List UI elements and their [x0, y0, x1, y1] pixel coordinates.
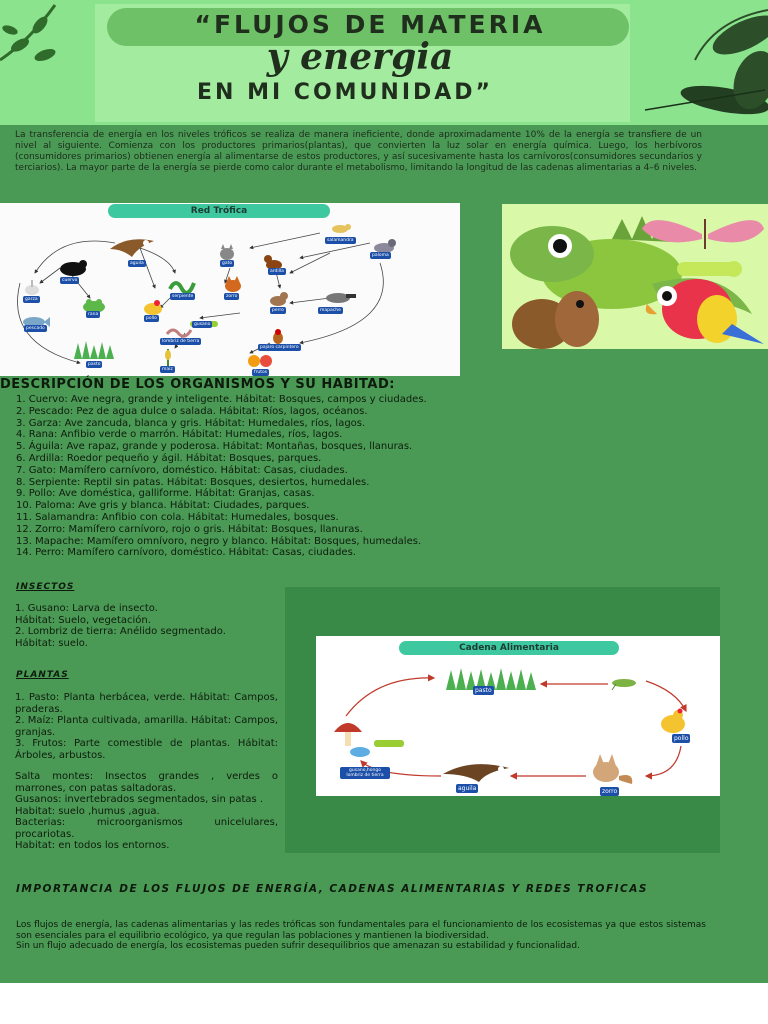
- node-label-pajaro-carpintero: pajaro carpintero: [260, 345, 299, 350]
- cadena-label-pasto: pasto: [475, 687, 492, 694]
- list-item: 6. Ardilla: Roedor pequeño y ágil. Hábitat: Bosques, parques.: [16, 452, 322, 464]
- list-item: 8. Serpiente: Reptil sin patas. Hábitat: Bosques, desiertos, humedales.: [16, 476, 370, 488]
- organisms-list: [16, 394, 526, 559]
- title-line-2: y energia: [266, 36, 454, 78]
- node-label-serpiente: serpiente: [172, 294, 194, 299]
- plantas-text: 1. Pasto: Planta herbácea, verde. Hábitat: Campos, praderas. 2. Maíz: Planta cultivada, amarilla. Hábitat: Campos, granjas. 3. Frutos: Parte comestible de plantas. Hábitat: Árboles, arbustos.: [15, 692, 278, 761]
- pollo-cadena-icon: [658, 708, 688, 734]
- header: [0, 0, 768, 125]
- palm-leaves-decoration: [635, 0, 768, 125]
- list-item: 4. Rana: Anfibio verde o marrón. Hábitat: Humedales, ríos, lagos.: [16, 429, 343, 441]
- insectos-heading: INSECTOS: [16, 582, 75, 592]
- pasto-icon: [72, 339, 116, 363]
- plantas-heading: PLANTAS: [16, 670, 69, 680]
- node-label-gusano: gusano: [194, 322, 211, 327]
- node-label-aguila: aguila: [130, 261, 144, 266]
- title-line-1: “FLUJOS DE MATERIA: [194, 10, 546, 39]
- cadena-label-descomponedores: gusano,hongo lombriz de tierra: [340, 767, 390, 779]
- parrot-illustration: [646, 279, 764, 344]
- vine-leaves-decoration: [0, 0, 95, 70]
- cadena-title: Cadena Alimentaria: [399, 641, 619, 655]
- node-label-maiz: maiz: [162, 367, 173, 372]
- grasshopper-icon: [610, 676, 640, 690]
- title-line-3: EN MI COMUNIDAD”: [196, 80, 494, 105]
- importancia-heading: IMPORTANCIA DE LOS FLUJOS DE ENERGÍA, CADENAS ALIMENTARIAS Y REDES TROFICAS: [16, 883, 648, 895]
- node-label-pasto: pasto: [88, 362, 101, 367]
- red-trofica-title: Red Trófica: [108, 204, 330, 218]
- list-item: 14. Perro: Mamífero carnívoro, doméstico. Hábitat: Casas, ciudades.: [16, 547, 356, 559]
- node-label-lombriz: lombriz de tierra: [162, 339, 200, 344]
- node-label-perro: perro: [272, 308, 284, 313]
- cadena-label-pollo: pollo: [674, 735, 689, 742]
- aguila-cadena-icon: [441, 760, 511, 784]
- list-item: 10. Paloma: Ave gris y blanca. Hábitat: Ciudades, parques.: [16, 500, 310, 512]
- cadena-alimentaria-diagram: [316, 636, 720, 796]
- list-item: 11. Salamandra: Anfibio con cola. Hábitat: Humedales, bosques.: [16, 511, 339, 523]
- red-trofica-diagram: [0, 203, 460, 376]
- animals-illustration: [502, 204, 768, 349]
- node-label-salamandra: salamandra: [327, 238, 354, 243]
- node-label-cuervo: cuervo: [62, 278, 78, 283]
- list-item: 2. Pescado: Pez de agua dulce o salada. Hábitat: Ríos, lagos, océanos.: [16, 405, 368, 417]
- cadena-label-zorro: zorro: [602, 788, 618, 795]
- mapache-icon: [324, 289, 356, 308]
- aguila-icon: [108, 235, 156, 261]
- importancia-text: Los flujos de energía, las cadenas alimentarias y las redes tróficas son fundamentales para el funcionamiento de los ecosistemas ya que estos sistemas son esenciales para el equilibrio ecológico, ya que regulan las poblaciones y mantienen la biodiversidad. Sin un flujo adecuado de energía, los ecosistemas pueden sufrir desequilibrios que amenazan su estabilidad y funcionalidad.: [16, 920, 706, 951]
- list-item: 1. Cuervo: Ave negra, grande y inteligente. Hábitat: Bosques, campos y ciudades.: [16, 394, 427, 405]
- list-item: 9. Pollo: Ave doméstica, galliforme. Hábitat: Granjas, casas.: [16, 488, 315, 500]
- cadena-label-aguila: aguila: [458, 785, 477, 792]
- node-label-ardilla: ardilla: [270, 269, 284, 274]
- node-label-zorro: zorro: [226, 294, 238, 299]
- node-label-paloma: paloma: [372, 253, 389, 258]
- squirrel-illustration: [512, 291, 599, 349]
- node-label-garza: garza: [25, 297, 38, 302]
- organisms-heading: DESCRIPCIÓN DE LOS ORGANISMOS Y SU HABITAD:: [0, 377, 395, 392]
- list-item: 12. Zorro: Mamífero carnívoro, rojo o gris. Hábitat: Bosques, llanuras.: [16, 523, 363, 535]
- node-label-gato: gato: [222, 261, 233, 266]
- node-label-frutos: frutos: [254, 370, 268, 375]
- zorro-cadena-icon: [584, 752, 634, 786]
- butterfly-illustration: [642, 219, 764, 249]
- node-label-rana: rana: [88, 312, 99, 317]
- list-item: 3. Garza: Ave zancuda, blanca y gris. Hábitat: Humedales, ríos, lagos.: [16, 417, 366, 429]
- node-label-mapache: mapache: [320, 308, 341, 313]
- insectos-text: 1. Gusano: Larva de insecto. Hábitat: Suelo, vegetación. 2. Lombriz de tierra: Anélido segmentado. Hábitat: suelo.: [15, 603, 226, 649]
- node-label-pescado: pescado: [26, 326, 45, 331]
- list-item: 7. Gato: Mamífero carnívoro, doméstico. Hábitat: Casas, ciudades.: [16, 464, 348, 476]
- intro-paragraph: La transferencia de energía en los niveles tróficos se realiza de manera ineficiente, donde aproximadamente 10% de la energía se transfiere de un nivel al siguiente. Comienza con los productores primarios(plantas), que convierten la luz solar en energía química. Luego, los herbívoros (consumidores primarios) obtienen energía al alimentarse de estos productores, y así sucesivamente hasta los carnívoros(consumidores secundarios y terciarios). La mayor parte de la energía se pierde como calor durante el metabolismo, limitando la longitud de las cadenas alimentarias a 4–6 niveles.: [15, 130, 702, 173]
- list-item: 5. Águila: Ave rapaz, grande y poderosa. Hábitat: Montañas, bosques, llanuras.: [16, 441, 413, 453]
- plantas-extra-text: Salta montes: Insectos grandes , verdes o marrones, con patas saltadoras. Gusanos: invertebrados segmentados, sin patas . Habitat: suelo ,humus ,agua. Bacterias: microorganismos unicelulares, procariotas. Habitat: en todos los entornos.: [15, 771, 278, 851]
- node-label-pollo: pollo: [146, 316, 157, 321]
- list-item: 13. Mapache: Mamífero omnívoro, negro y blanco. Hábitat: Bosques, humedales.: [16, 535, 422, 547]
- decomposers-icon: [330, 712, 410, 758]
- caterpillar-illustration: [677, 261, 742, 277]
